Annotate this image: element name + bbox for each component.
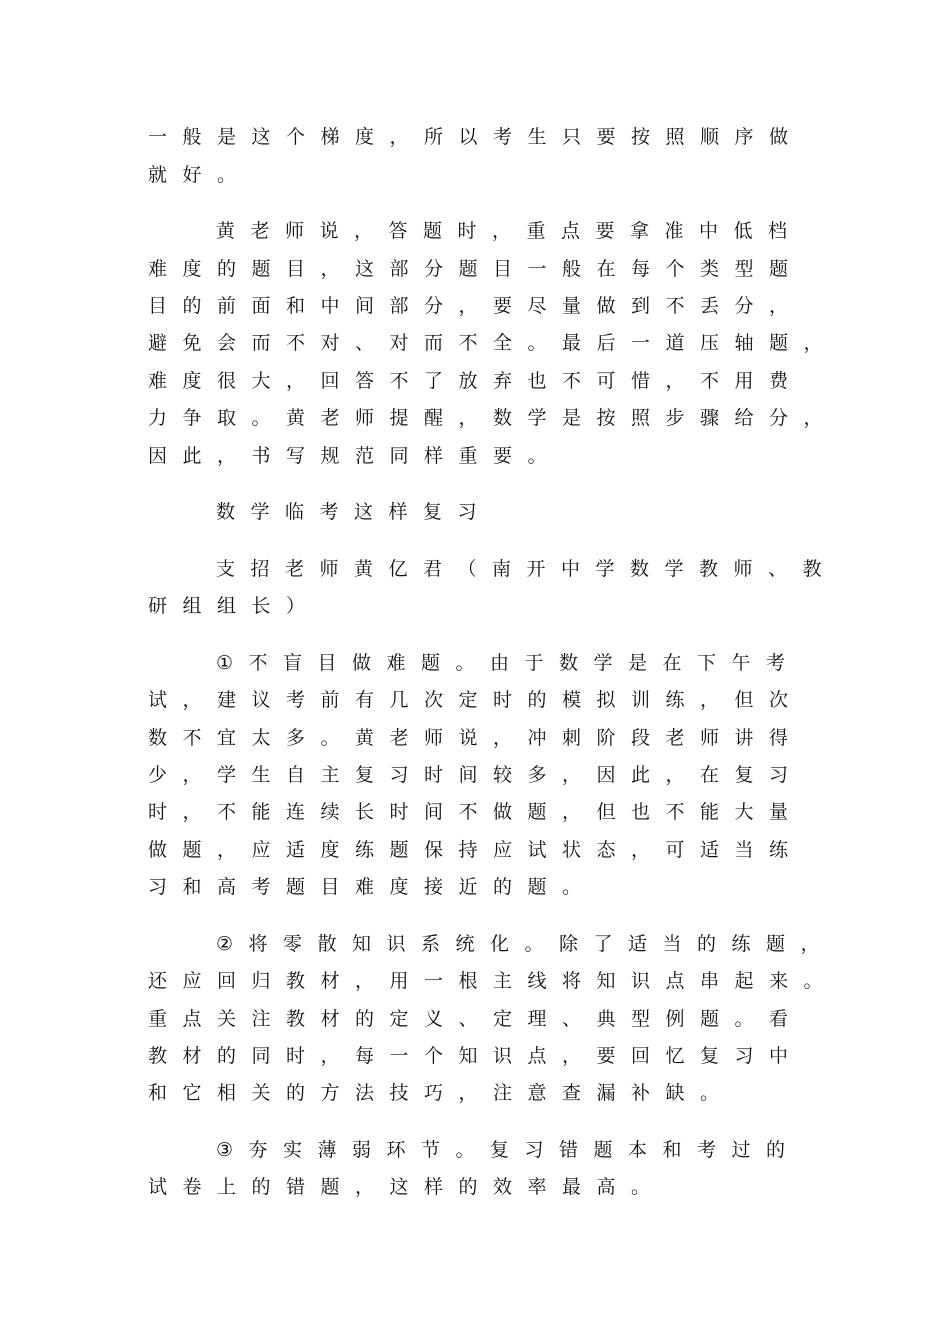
advisor-line: 研组组长）	[148, 595, 321, 617]
advisor-line: 支招老师黄亿君（南开中学数学教师、教	[216, 558, 838, 580]
paragraph-line: 一般是这个梯度，所以考生只要按照顺序做	[148, 126, 804, 148]
paragraph-line: 难度很大，回答不了放弃也不可惜，不用费	[148, 370, 804, 392]
paragraph-line: 力争取。黄老师提醒，数学是按照步骤给分，	[148, 407, 839, 429]
paragraph-line: 避免会而不对、对而不全。最后一道压轴题，	[148, 332, 839, 354]
paragraph-line: 就好。	[148, 164, 252, 186]
tip-line: ②将零散知识系统化。除了适当的练题，	[216, 933, 836, 955]
tip-line: 试卷上的错题，这样的效率最高。	[148, 1176, 666, 1198]
paragraph-line: 目的前面和中间部分，要尽量做到不丢分，	[148, 295, 804, 317]
paragraph-line: 黄老师说，答题时，重点要拿准中低档	[216, 220, 803, 242]
tip-line: 还应回归教材，用一根主线将知识点串起来。	[148, 970, 839, 992]
tip-line: 习和高考题目难度接近的题。	[148, 876, 597, 898]
tip-line: 数不宜太多。黄老师说，冲刺阶段老师讲得	[148, 727, 804, 749]
section-title: 数学临考这样复习	[216, 501, 493, 523]
tip-line: ①不盲目做难题。由于数学是在下午考	[216, 652, 801, 674]
tip-line: 和它相关的方法技巧，注意查漏补缺。	[148, 1082, 735, 1104]
tip-line: 少，学生自主复习时间较多，因此，在复习	[148, 764, 804, 786]
tip-line: ③夯实薄弱环节。复习错题本和考过的	[216, 1139, 801, 1161]
tip-line: 时，不能连续长时间不做题，但也不能大量	[148, 801, 804, 823]
tip-line: 做题，应适度练题保持应试状态，可适当练	[148, 839, 804, 861]
paragraph-line: 因此，书写规范同样重要。	[148, 445, 563, 467]
tip-line: 教材的同时，每一个知识点，要回忆复习中	[148, 1045, 804, 1067]
paragraph-line: 难度的题目，这部分题目一般在每个类型题	[148, 258, 804, 280]
tip-line: 试，建议考前有几次定时的模拟训练，但次	[148, 689, 804, 711]
tip-line: 重点关注教材的定义、定理、典型例题。看	[148, 1008, 804, 1030]
